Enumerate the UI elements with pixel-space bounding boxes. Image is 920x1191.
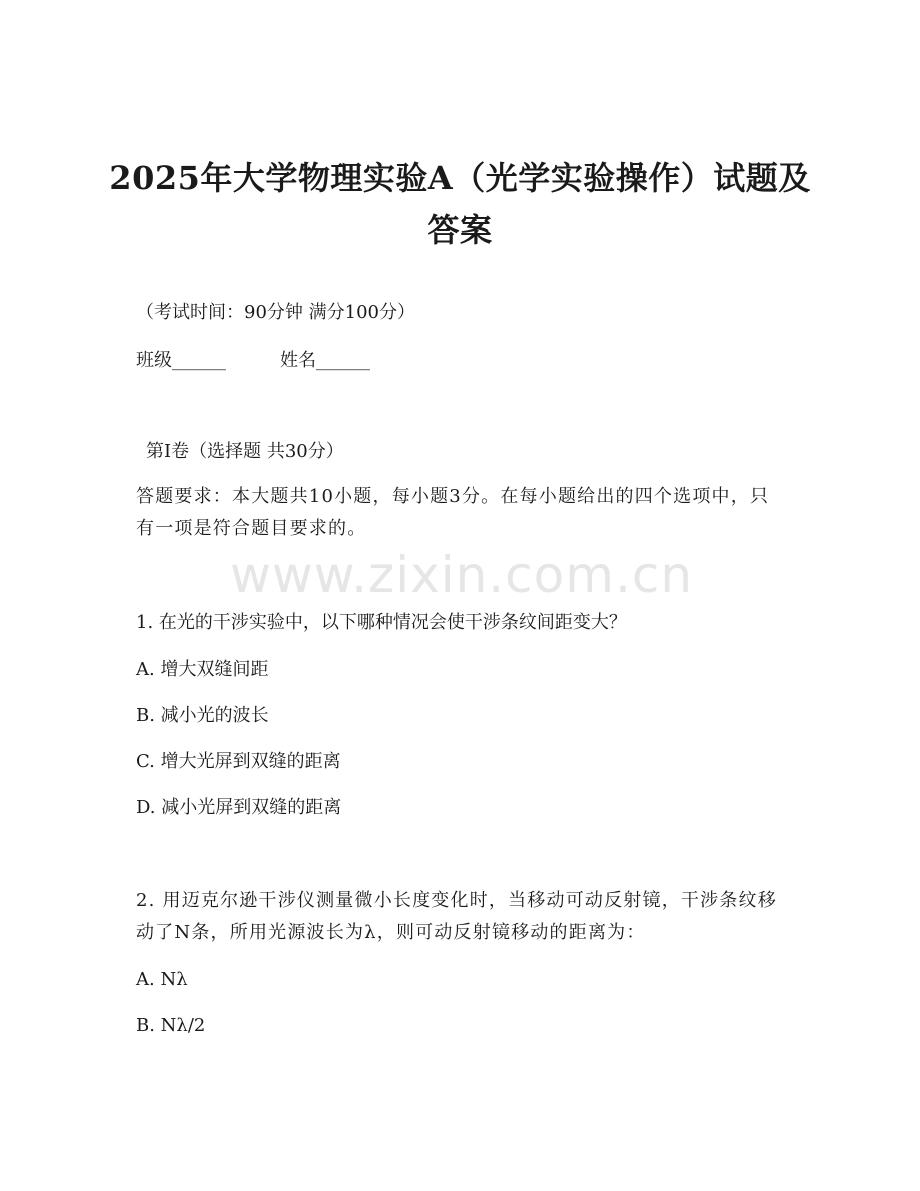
instructions: 答题要求：本大题共10小题，每小题3分。在每小题给出的四个选项中，只有一项是符合题目要求的。 [136, 486, 770, 539]
document-title: 2025年大学物理实验A（光学实验操作）试题及答案 [109, 159, 811, 249]
question-2-stem: 2. 用迈克尔逊干涉仪测量微小长度变化时，当移动可动反射镜，干涉条纹移动了N条，所用光源波长为λ，则可动反射镜移动的距离为： [136, 890, 777, 943]
question-1-option-a: A. 增大双缝间距 [136, 659, 269, 680]
question-1-option-d: D. 减小光屏到双缝的距离 [136, 797, 342, 818]
question-2-option-b: B. Nλ/2 [136, 1015, 206, 1036]
question-1-option-b: B. 减小光的波长 [136, 705, 269, 726]
watermark: www.zixin.com.cn [230, 546, 694, 604]
question-2-option-a: A. Nλ [136, 969, 188, 990]
student-info-row [136, 345, 370, 377]
name-field-label: 姓名______ [280, 350, 370, 371]
question-1-stem: 1. 在光的干涉实验中，以下哪种情况会使干涉条纹间距变大？ [136, 612, 627, 633]
question-1-option-c: C. 增大光屏到双缝的距离 [136, 751, 341, 772]
section-heading: 第I卷（选择题 共30分） [146, 441, 344, 462]
exam-info: （考试时间：90分钟 满分100分） [136, 302, 415, 323]
class-field-label: 班级______ [136, 350, 226, 371]
